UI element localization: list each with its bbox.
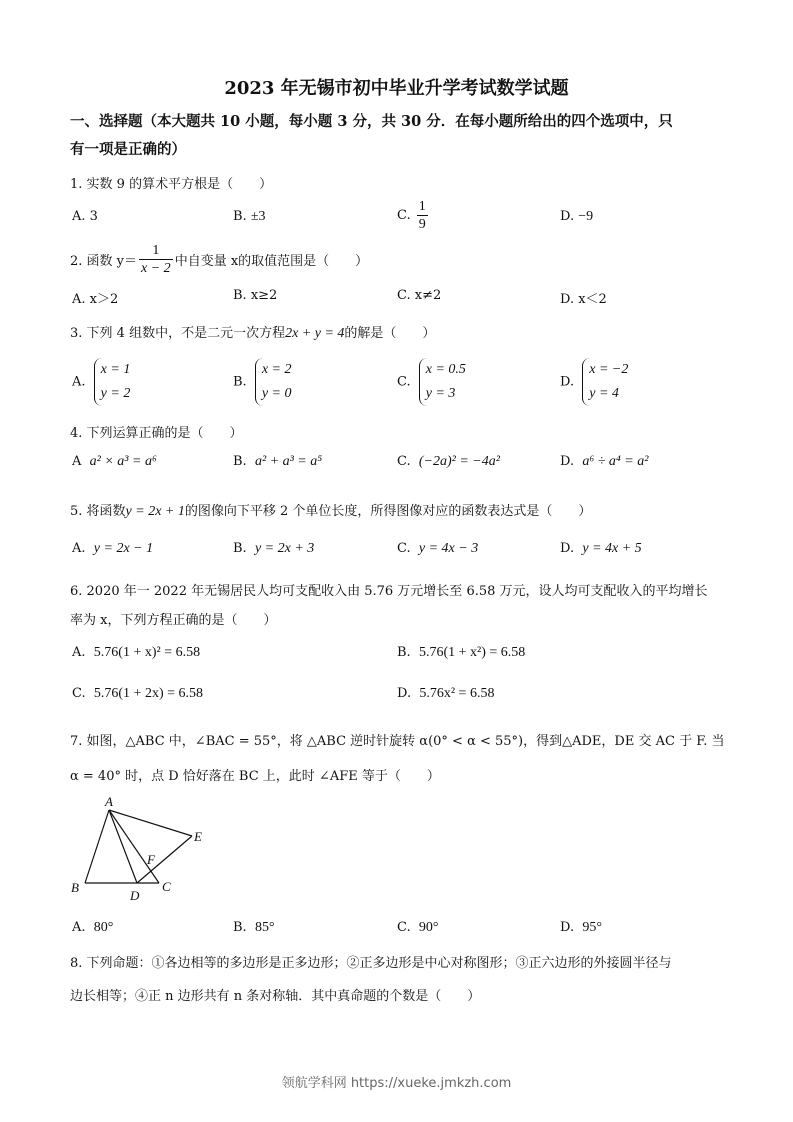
q8-stem-line2: 边长相等；④正 n 边形共有 n 条对称轴．其中真命题的个数是（ ） — [70, 989, 481, 1004]
q2-option-a: A. x＞2 — [72, 292, 119, 307]
q7-stem-line1: 7. 如图，△ABC 中，∠BAC = 55°，将 △ABC 逆时针旋转 α(0° < α < 55°)，得到△ADE，DE 交 AC 于 F. 当 — [70, 734, 725, 749]
q2-option-d: D. x＜2 — [560, 292, 607, 307]
label-a: A — [105, 794, 113, 809]
q4-option-a: A a² × a³ = a⁶ — [72, 454, 157, 469]
q6-option-d: D. 5.76x² = 6.58 — [397, 686, 495, 701]
segment-ad — [109, 810, 137, 883]
q3-option-a: A. x = 1 y = 2 — [72, 358, 130, 406]
q6-option-a: A. 5.76(1 + x)² = 6.58 — [72, 645, 201, 660]
q5-option-b: B. y = 2x + 3 — [233, 541, 315, 556]
q7-triangle-figure — [66, 794, 216, 906]
q1-option-c: C. $\frac{1}{9}$ — [397, 199, 426, 232]
label-d: D — [130, 888, 140, 903]
q5-option-c: C. y = 4x − 3 — [397, 541, 479, 556]
q6-stem-line1: 6. 2020 年一 2022 年无锡居民人均可支配收入由 5.76 万元增长至 6.58 万元，设人均可支配收入的平均增长 — [70, 584, 708, 599]
section-heading-line1: 一、选择题（本大题共 10 小题，每小题 3 分，共 30 分．在每小题所给出的四个选项中，只 — [70, 113, 673, 130]
label-f: F — [147, 852, 155, 867]
q1-option-b: B. ±3 — [233, 209, 266, 224]
q3-option-a-system: x = 1 y = 2 — [94, 358, 131, 406]
segment-ac — [109, 810, 159, 883]
footer-watermark: 领航学科网 https://xueke.jmkzh.com — [281, 1076, 512, 1091]
q2-option-c: C. x≠2 — [397, 288, 442, 303]
q7-option-b: B. 85° — [233, 920, 275, 935]
q5-option-d: D. y = 4x + 5 — [560, 541, 642, 556]
q1-stem: 1. 实数 9 的算术平方根是（ ） — [70, 177, 273, 192]
q5-equation: y = 2x + 1 — [125, 504, 185, 519]
label-c: C — [162, 879, 171, 894]
q3-option-d-system: x = −2 y = 4 — [582, 358, 628, 406]
label-b: B — [71, 880, 79, 895]
q1-option-a: A. 3 — [72, 209, 98, 224]
q3-option-b-system: x = 2 y = 0 — [255, 358, 292, 406]
section-heading-line2: 有一项是正确的） — [70, 141, 186, 158]
q7-option-a: A. 80° — [72, 920, 114, 935]
q2-option-b: B. x≥2 — [233, 288, 278, 303]
q3-option-c-system: x = 0.5 y = 3 — [419, 358, 466, 406]
q2-fraction: $\frac{1}{x - 2}$ — [141, 243, 171, 276]
q6-option-c: C. 5.76(1 + 2x) = 6.58 — [72, 686, 204, 701]
q2-stem: 2. 函数 y＝ $\frac{1}{x - 2}$ 中自变量 x的取值范围是（ ） — [70, 243, 369, 276]
q4-option-d: D. a⁶ ÷ a⁴ = a² — [560, 454, 649, 469]
label-e: E — [194, 829, 202, 844]
q3-option-b: B. x = 2 y = 0 — [233, 358, 292, 406]
q7-option-d: D. 95° — [560, 920, 602, 935]
q5-option-a: A. y = 2x − 1 — [72, 541, 154, 556]
q4-option-b: B. a² + a³ = a⁵ — [233, 454, 323, 469]
page-title: 2023 年无锡市初中毕业升学考试数学试题 — [224, 78, 569, 99]
q8-stem-line1: 8. 下列命题：①各边相等的多边形是正多边形；②正多边形是中心对称图形；③正六边形的外接圆半径与 — [70, 956, 672, 971]
q3-option-d: D. x = −2 y = 4 — [560, 358, 628, 406]
q7-option-c: C. 90° — [397, 920, 439, 935]
segment-ab — [85, 810, 109, 883]
q1-option-c-fraction: $\frac{1}{9}$ — [418, 199, 426, 232]
q7-stem-line2: α = 40° 时，点 D 恰好落在 BC 上，此时 ∠AFE 等于（ ） — [70, 769, 440, 784]
segment-de — [137, 836, 192, 883]
q5-stem: 5. 将函数y = 2x + 1的图像向下平移 2 个单位长度，所得图像对应的函数表达式是（ ） — [70, 504, 592, 519]
q3-stem: 3. 下列 4 组数中，不是二元一次方程2x + y = 4的解是（ ） — [70, 326, 436, 341]
q3-option-c: C. x = 0.5 y = 3 — [397, 358, 466, 406]
q6-stem-line2: 率为 x，下列方程正确的是（ ） — [70, 613, 277, 628]
segment-ae — [109, 810, 192, 836]
q1-option-d: D. −9 — [560, 209, 594, 224]
q4-option-c: C. (−2a)² = −4a² — [397, 454, 500, 469]
q6-option-b: B. 5.76(1 + x²) = 6.58 — [397, 645, 526, 660]
q4-stem: 4. 下列运算正确的是（ ） — [70, 426, 243, 441]
q3-equation: 2x + y = 4 — [285, 326, 345, 341]
